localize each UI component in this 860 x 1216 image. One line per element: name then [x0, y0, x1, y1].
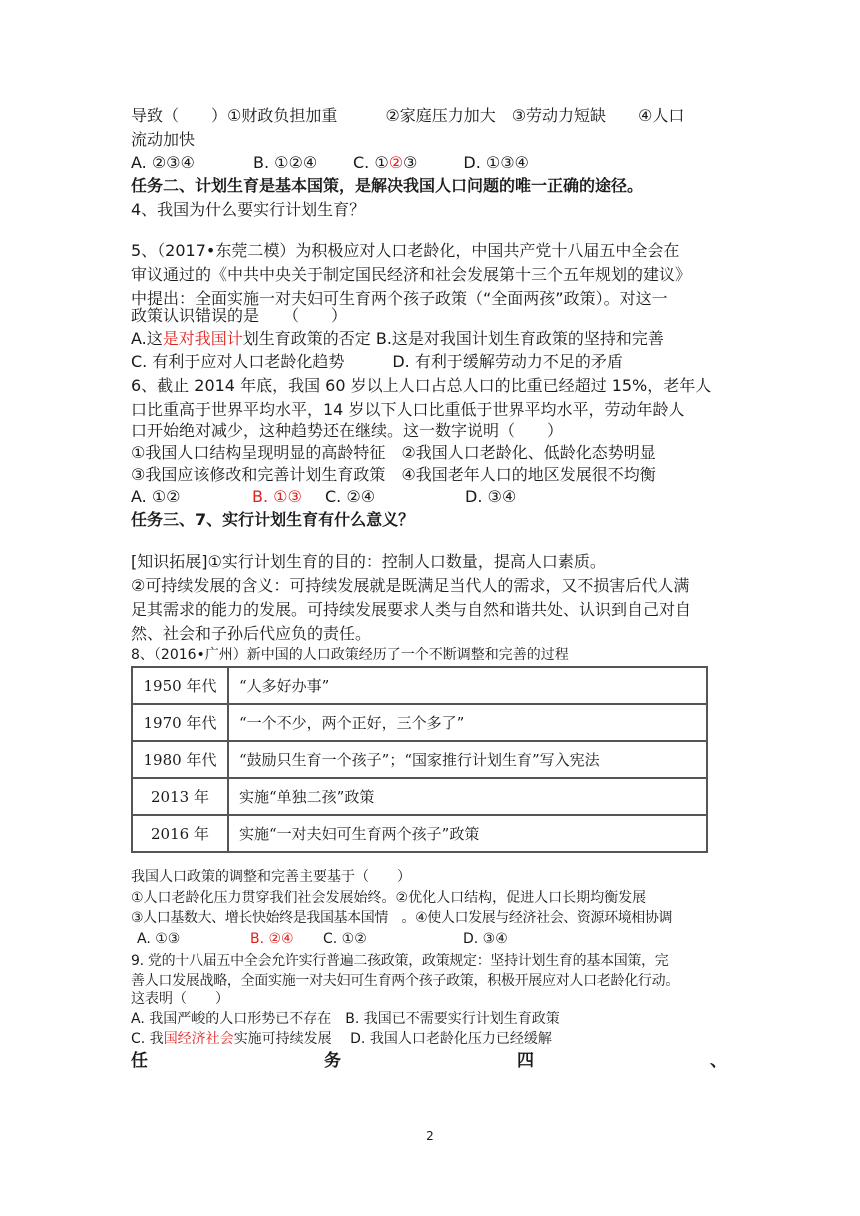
q6-statements-1: ①我国人口结构呈现明显的高龄特征 ②我国人口老龄化、低龄化态势明显	[131, 443, 656, 462]
q3-options	[131, 153, 529, 173]
task2-heading: 任务二、计划生育是基本国策，是解决我国人口问题的唯一正确的途径。	[131, 176, 644, 195]
extension-line-2: ②可持续发展的含义：可持续发展就是既满足当代人的需求，又不损害后代人满	[131, 576, 690, 595]
q3-statements-cont: 流动加快	[131, 130, 196, 149]
year-cell: 1980 年代	[132, 741, 228, 778]
q3-statements: 导致（ ）①财政负担加重 ②家庭压力加大 ③劳动力短缺 ④人口	[131, 106, 685, 125]
q8-options	[137, 930, 508, 948]
q8-option-c: C. ①②	[323, 931, 367, 947]
q5-line-4: 政策认识错误的是 （ ）	[131, 306, 348, 325]
extension-line-1: [知识拓展]①实行计划生育的目的：控制人口数量，提高人口素质。	[131, 552, 606, 571]
policy-cell: “一个不少，两个正好，三个多了”	[228, 704, 707, 741]
page-number: 2	[426, 1129, 434, 1143]
policy-table	[131, 666, 708, 853]
q8-intro: 8、（2016•广州）新中国的人口政策经历了一个不断调整和完善的过程	[131, 647, 569, 663]
year-cell: 1950 年代	[132, 667, 228, 704]
q6-line-2: 口比重高于世界平均水平，14 岁以下人口比重低于世界平均水平，劳动年龄人	[131, 400, 685, 419]
q9-line-3: 这表明（ ）	[131, 991, 229, 1007]
year-cell: 1970 年代	[132, 704, 228, 741]
extension-line-3: 足其需求的能力的发展。可持续发展要求人类与自然和谐共处、认识到自己对自	[131, 600, 692, 619]
task4-heading: 任 务 四 、	[131, 1051, 727, 1071]
table-row	[132, 704, 707, 741]
table-row	[132, 667, 707, 704]
q3-option-b: B. ①②④	[253, 153, 318, 172]
q5-line-1: 5、（2017•东莞二模）为积极应对人口老龄化，中国共产党十八届五中全会在	[131, 241, 680, 260]
table-row	[132, 815, 707, 852]
q6-option-a: A. ①②	[131, 487, 181, 506]
q9-line-2: 善人口发展战略，全面实施一对夫妇可生育两个孩子政策，积极开展应对人口老龄化行动。	[131, 973, 679, 989]
q8-option-d: D. ③④	[463, 931, 508, 947]
q6-option-c: C. ②④	[325, 487, 376, 506]
question-4: 4、我国为什么要实行计划生育？	[131, 200, 366, 219]
q8-option-b: B. ②④	[250, 931, 294, 947]
q9-options-cd: C. 我国经济社会实施可持续发展 D. 我国人口老龄化压力已经缓解	[131, 1031, 552, 1047]
q6-options	[131, 487, 516, 507]
task3-heading: 任务三、7、实行计划生育有什么意义？	[131, 510, 415, 529]
policy-cell: 实施“一对夫妇可生育两个孩子”政策	[228, 815, 707, 852]
policy-cell: “鼓励只生育一个孩子”；“国家推行计划生育”写入宪法	[228, 741, 707, 778]
q5-options-cd: C. 有利于应对人口老龄化趋势 D. 有利于缓解劳动力不足的矛盾	[131, 352, 623, 371]
year-cell: 2013 年	[132, 778, 228, 815]
q3-option-c: C. ①②③	[353, 153, 418, 172]
policy-cell: 实施“单独二孩”政策	[228, 778, 707, 815]
q6-option-b: B. ①③	[252, 487, 302, 506]
q8-statements-1: ①人口老龄化压力贯穿我们社会发展始终。②优化人口结构，促进人口长期均衡发展	[131, 890, 647, 906]
q5-line-2: 审议通过的《中共中央关于制定国民经济和社会发展第十三个五年规划的建议》	[131, 265, 692, 284]
q9-options-ab: A. 我国严峻的人口形势已不存在 B. 我国已不需要实行计划生育政策	[131, 1011, 560, 1027]
q6-line-3: 口开始绝对减少，这种趋势还在继续。这一数字说明（ ）	[131, 421, 564, 440]
q8-statements-2: ③人口基数大、增长快始终是我国基本国情 。④使人口发展与经济社会、资源环境相协调	[131, 910, 673, 926]
q5-line-3: 中提出：全面实施一对夫妇可生育两个孩子政策（“全面两孩”政策）。对这一	[131, 289, 668, 308]
table-row	[132, 778, 707, 815]
q5-options-ab: A.这是对我国计划生育政策的否定 B.这是对我国计划生育政策的坚持和完善	[131, 329, 664, 348]
year-cell: 2016 年	[132, 815, 228, 852]
q8-question: 我国人口政策的调整和完善主要基于（ ）	[131, 869, 411, 885]
q3-option-d: D. ①③④	[463, 153, 529, 172]
policy-cell: “人多好办事”	[228, 667, 707, 704]
extension-line-4: 然、社会和子孙后代应负的责任。	[131, 624, 372, 643]
q6-line-1: 6、截止 2014 年底，我国 60 岁以上人口占总人口的比重已经超过 15%，老年人	[131, 376, 712, 395]
q9-line-1: 9. 党的十八届五中全会允许实行普遍二孩政策，政策规定：坚持计划生育的基本国策，完	[131, 953, 669, 969]
q8-option-a: A. ①③	[137, 931, 181, 947]
q3-option-a: A. ②③④	[131, 153, 195, 172]
q6-statements-2: ③我国应该修改和完善计划生育政策 ④我国老年人口的地区发展很不均衡	[131, 465, 656, 484]
q6-option-d: D. ③④	[465, 487, 517, 506]
table-row	[132, 741, 707, 778]
